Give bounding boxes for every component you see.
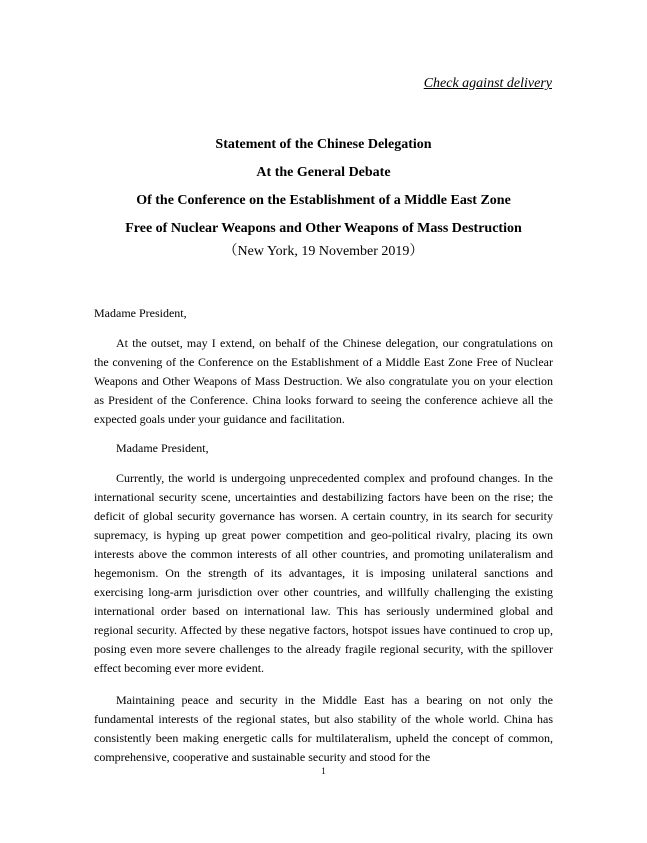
title-line-4: Free of Nuclear Weapons and Other Weapons of Mass Destruction xyxy=(125,221,522,236)
paragraph-1: At the outset, may I extend, on behalf of the Chinese delegation, our congratulations on the convening of the Conference on the Establishment of a Middle East Zone Free of Nuclear Weapons and Other Weapons of Mass Destruction. We also congratulate you on your election as President of the Conference. China looks forward to seeing the conference achieve all the expected goals under your guidance and facilitation. xyxy=(94,336,553,426)
document-title xyxy=(0,131,647,243)
paragraph-2: Currently, the world is undergoing unprecedented complex and profound changes. In the international security scene, uncertainties and destabilizing factors have been on the rise; the deficit of global security governance has worsen. A certain country, in its search for security supremacy, is hyping up great power competition and geo-political rivalry, placing its own interests above the common interests of all other countries, and promoting unilateralism and hegemonism. On the strength of its advantages, it is imposing unilateral sanctions and exercising long-arm jurisdiction over other countries, and willfully challenging the existing international order based on international law. This has seriously undermined global and regional security. Affected by these negative factors, hotspot issues have continued to crop up, posing even more severe challenges to the already fragile regional security, with the spillover effect becoming ever more evident. xyxy=(94,471,553,675)
paragraph-3: Maintaining peace and security in the Middle East has a bearing on not only the fundamental interests of the regional states, but also stability of the whole world. China has consistently been making energetic calls for multilateralism, upheld the concept of common, comprehensive, cooperative and sustainable security and stood for the xyxy=(94,693,553,764)
salutation-2: Madame President, xyxy=(116,441,209,455)
salutation-1: Madame President, xyxy=(94,306,187,320)
document-date-location: （New York, 19 November 2019） xyxy=(223,244,424,259)
check-against-delivery: Check against delivery xyxy=(423,76,552,91)
title-line-3: Of the Conference on the Establishment of a Middle East Zone xyxy=(136,193,511,208)
page-number: 1 xyxy=(321,766,326,776)
title-line-1: Statement of the Chinese Delegation xyxy=(215,137,432,152)
title-line-2: At the General Debate xyxy=(256,165,391,180)
